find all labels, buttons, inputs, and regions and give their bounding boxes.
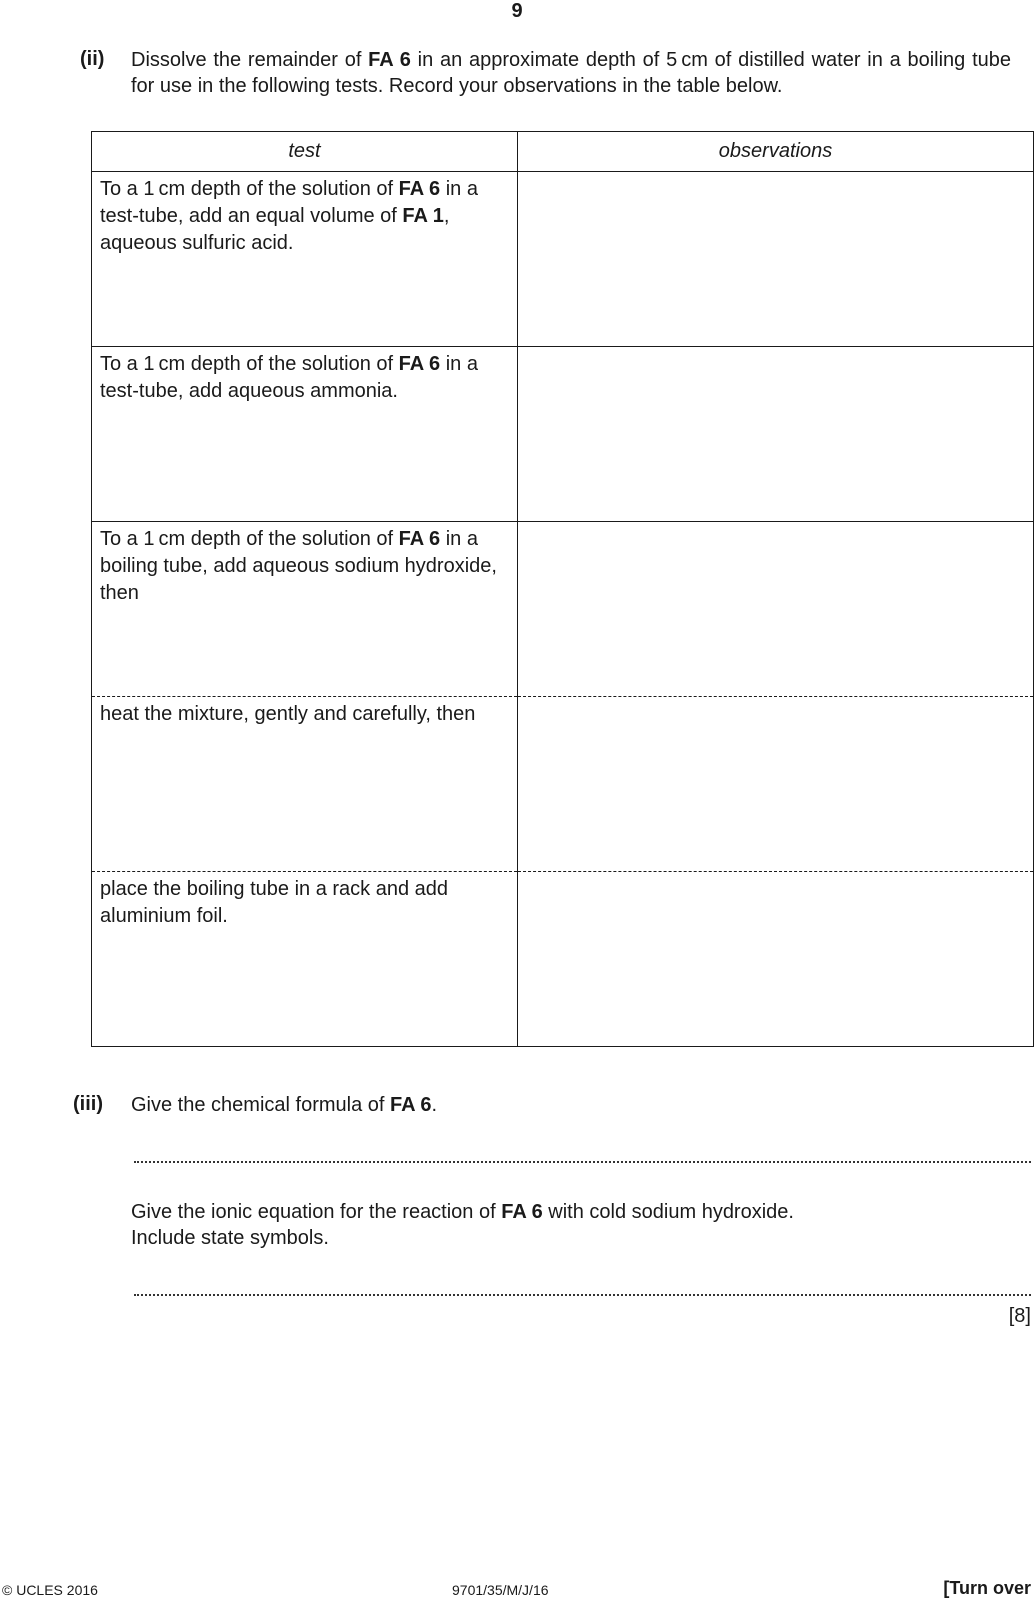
- state-symbols-note: Include state symbols.: [131, 1227, 329, 1249]
- part-ii-instructions: Dissolve the remainder of FA 6 in an approximate depth of 5 cm of distilled water in a boiling tube for use in the following tests. Record your observations in the table below.: [131, 49, 1011, 97]
- formula-answer-line[interactable]: [134, 1161, 1031, 1163]
- observation-answer-box[interactable]: [518, 872, 1034, 1047]
- table-row: [92, 872, 1034, 1047]
- marks-total: [8]: [1008, 1305, 1031, 1327]
- formula-question: Give the chemical formula of FA 6.: [131, 1094, 438, 1116]
- page-number: 9: [511, 0, 523, 22]
- part-iii-label: (iii): [73, 1093, 103, 1115]
- part-ii-label: (ii): [80, 48, 105, 70]
- table-row: [92, 697, 1034, 872]
- copyright: © UCLES 2016: [2, 1582, 98, 1598]
- test-cell: place the boiling tube in a rack and add aluminium foil.: [92, 872, 518, 1047]
- ionic-equation-question: Give the ionic equation for the reaction of FA 6 with cold sodium hydroxide.: [131, 1201, 794, 1223]
- turn-over: [Turn over: [943, 1578, 1031, 1598]
- header-observations: observations: [518, 132, 1034, 172]
- test-cell: To a 1 cm depth of the solution of FA 6 in a boiling tube, add aqueous sodium hydroxide, then: [92, 522, 518, 697]
- observation-answer-box[interactable]: [518, 347, 1034, 522]
- table-row: [92, 522, 1034, 697]
- paper-code: 9701/35/M/J/16: [452, 1582, 549, 1598]
- test-cell: heat the mixture, gently and carefully, then: [92, 697, 518, 872]
- test-cell: To a 1 cm depth of the solution of FA 6 in a test-tube, add aqueous ammonia.: [92, 347, 518, 522]
- observation-answer-box[interactable]: [518, 172, 1034, 347]
- test-cell: To a 1 cm depth of the solution of FA 6 in a test-tube, add an equal volume of FA 1, aqueous sulfuric acid.: [92, 172, 518, 347]
- observations-table: [91, 131, 1034, 1047]
- header-test: test: [92, 132, 518, 172]
- table-row: [92, 172, 1034, 347]
- equation-answer-line[interactable]: [134, 1294, 1031, 1296]
- observation-answer-box[interactable]: [518, 697, 1034, 872]
- observation-answer-box[interactable]: [518, 522, 1034, 697]
- table-row: [92, 347, 1034, 522]
